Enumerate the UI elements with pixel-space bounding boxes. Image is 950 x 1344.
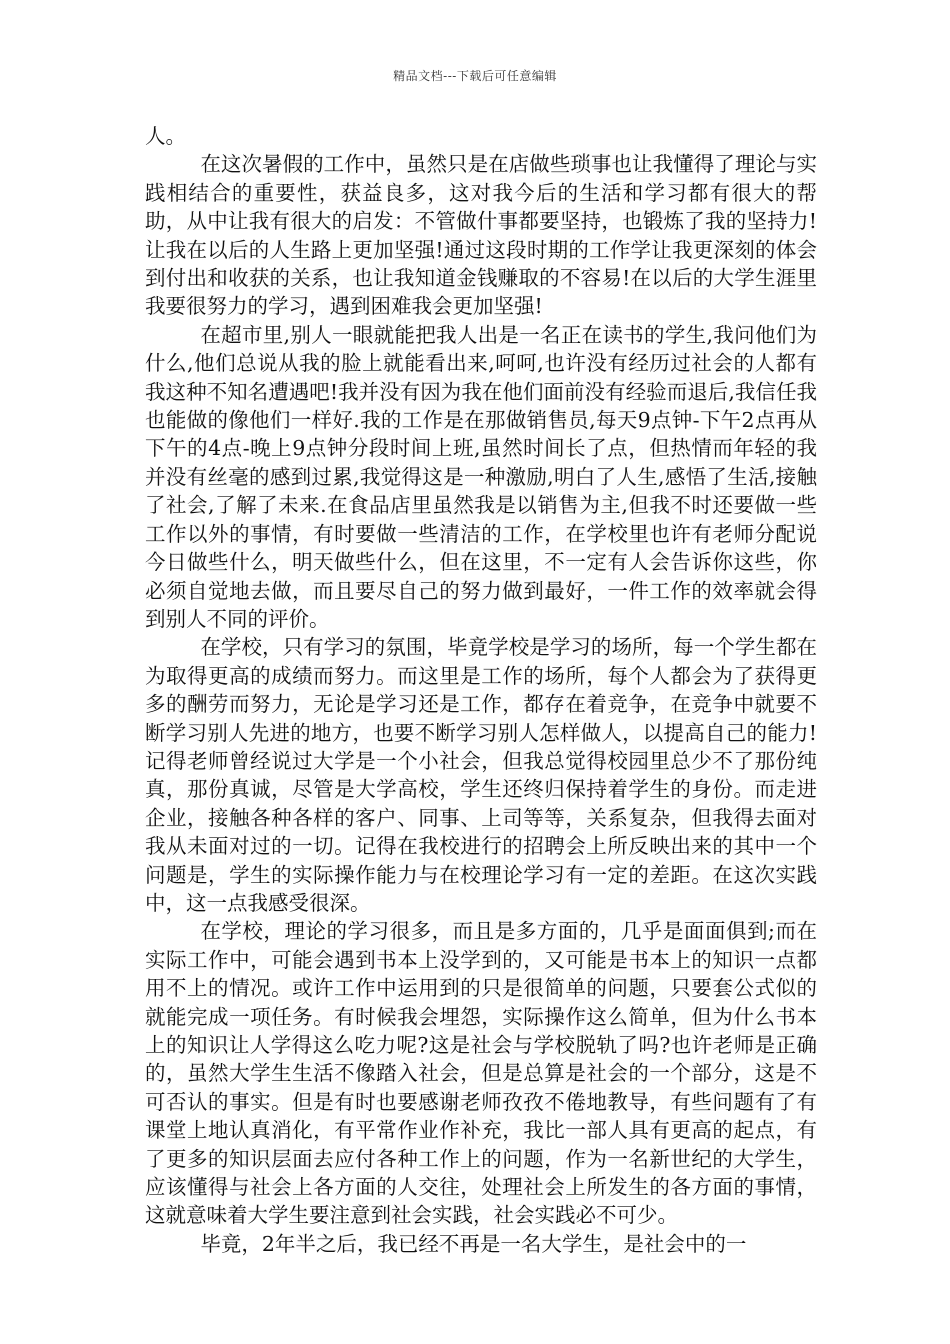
paragraph-continued: 人。 <box>145 124 186 148</box>
page-header: 精品文档---下载后可任意编辑 <box>393 69 557 83</box>
paragraph-supermarket: 在超市里,别人一眼就能把我人出是一名正在读书的学生,我问他们为什么,他们总说从我的脸上就能看出来,呵呵,也许没有经历过社会的人都有我这种不知名遭遇吧!我并没有因为我在他们面前没有经验而退后,我信任我也能做的像他们一样好.我的工作是在那做销售员,每天9点钟-下午2点再从下午的4点-晚上9点钟分段时间上班,虽然时间长了点，但热情而年轻的我并没有丝毫的感到过累,我觉得这是一种激励,明白了人生,感悟了生活,接触了社会,了解了未来.在食品店里虽然我是以销售为主,但我不时还要做一些工作以外的事情，有时要做一些清洁的工作，在学校里也许有老师分配说今日做些什么，明天做些什么，但在这里，不一定有人会告诉你这些，你必须自觉地去做，而且要尽自己的努力做到最好，一件工作的效率就会得到别人不同的评价。 <box>145 322 817 631</box>
document-body <box>145 122 817 1258</box>
paragraph-summer-work: 在这次暑假的工作中，虽然只是在店做些琐事也让我懂得了理论与实践相结合的重要性，获益良多，这对我今后的生活和学习都有很大的帮助，从中让我有很大的启发：不管做什事都要坚持，也锻炼了我的坚持力!让我在以后的人生路上更加坚强!通过这段时期的工作学让我更深刻的体会到付出和收获的关系，也让我知道金钱赚取的不容易!在以后的大学生涯里我要很努力的学习，遇到困难我会更加坚强! <box>145 152 817 319</box>
paragraph-theory-vs-practice: 在学校，理论的学习很多，而且是多方面的，几乎是面面俱到;而在实际工作中，可能会遇到书本上没学到的，又可能是书本上的知识一点都用不上的情况。或许工作中运用到的只是很简单的问题，只要套公式似的就能完成一项任务。有时候我会埋怨，实际操作这么简单，但为什么书本上的知识让人学得这么吃力呢?这是社会与学校脱轨了吗?也许老师是正确的，虽然大学生生活不像踏入社会，但是总算是社会的一个部分，这是不可否认的事实。但是有时也要感谢老师孜孜不倦地教导，有些问题有了有课堂上地认真消化，有平常作业作补充，我比一部人具有更高的起点，有了更多的知识层面去应付各种工作上的问题，作为一名新世纪的大学生，应该懂得与社会上各方面的人交往，处理社会上所发生的各方面的事情，这就意味着大学生要注意到社会实践，社会实践必不可少。 <box>145 919 817 1228</box>
paragraph-after-graduation: 毕竟，2年半之后，我已经不再是一名大学生，是社会中的一 <box>200 1231 747 1256</box>
paragraph-school-vs-work: 在学校，只有学习的氛围，毕竟学校是学习的场所，每一个学生都在为取得更高的成绩而努力。而这里是工作的场所，每个人都会为了获得更多的酬劳而努力，无论是学习还是工作，都存在着竞争，在竞争中就要不断学习别人先进的地方，也要不断学习别人怎样做人，以提高自己的能力!记得老师曾经说过大学是一个小社会，但我总觉得校园里总少不了那份纯真，那份真诚，尽管是大学高校，学生还终归保持着学生的身份。而走进企业，接触各种各样的客户、同事、上司等等，关系复杂，但我得去面对我从未面对过的一切。记得在我校进行的招聘会上所反映出来的其中一个问题是，学生的实际操作能力与在校理论学习有一定的差距。在这次实践中，这一点我感受很深。 <box>145 635 817 915</box>
